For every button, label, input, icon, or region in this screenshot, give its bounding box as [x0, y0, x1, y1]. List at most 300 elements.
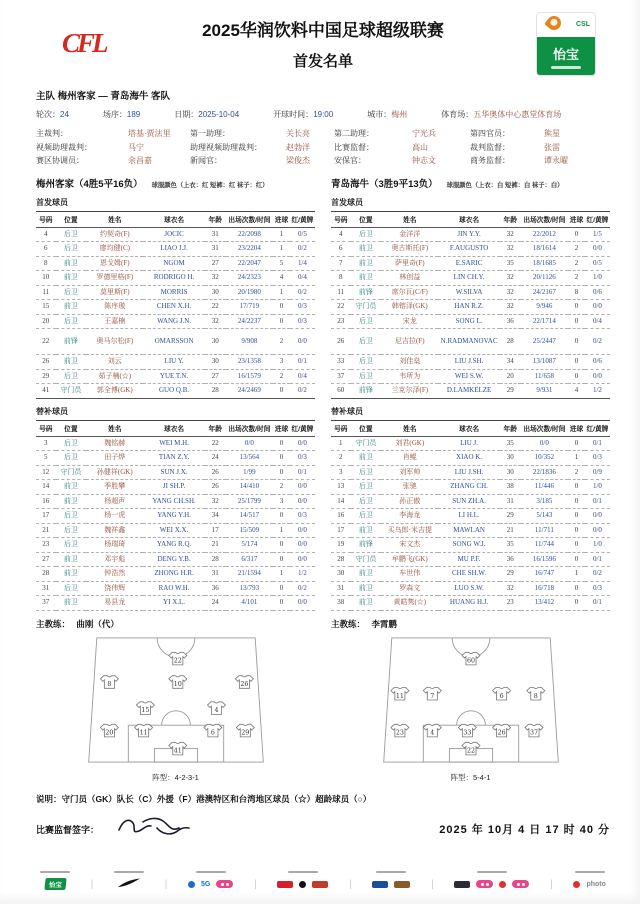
substitute-row: [36, 596, 315, 611]
sponsor-footer: [36, 871, 610, 891]
player-age: 32: [500, 285, 521, 300]
player-shirt-6: [492, 687, 510, 700]
player-jersey: YANG Y.H.: [143, 509, 204, 524]
player-name: 金洋洋: [381, 227, 438, 242]
player-jersey: LIN CH.Y.: [438, 271, 499, 286]
player-goals: 1: [273, 227, 290, 242]
player-age: 34: [500, 355, 521, 370]
column-header: 球衣名: [143, 420, 204, 436]
player-apps: 13/564: [226, 451, 273, 466]
coach-label: 主教练：: [331, 618, 366, 629]
player-pos: 前卫: [56, 355, 87, 370]
player-jersey: LUO S.W.: [438, 581, 499, 596]
formation-label: 阵型：: [450, 772, 473, 782]
player-jersey: RAO W.H.: [143, 581, 204, 596]
player-pos: 后卫: [351, 480, 382, 495]
title-block: [36, 10, 610, 71]
player-goals: 1: [568, 451, 585, 466]
player-goals: 0: [273, 596, 290, 611]
player-cards: 0/3: [290, 509, 315, 524]
player-age: 26: [205, 465, 226, 480]
player-pos: 后卫: [56, 314, 87, 329]
shirt-number: 7: [429, 692, 434, 700]
info-value: 2025-10-04: [198, 110, 240, 119]
substitute-row: [36, 480, 315, 495]
home-coach-name: 曲刚（代）: [76, 618, 119, 629]
match-info-item: [174, 109, 239, 120]
player-jersey: N.RADMANOVAC: [438, 329, 499, 355]
cfl-league-logo: CFL: [62, 28, 106, 58]
player-cards: 0/3: [290, 451, 315, 466]
starter-row: [331, 300, 610, 315]
player-shirt-11: [134, 724, 152, 737]
info-label: 开球时间：: [273, 110, 314, 119]
starter-row: [36, 300, 315, 315]
home-team-column: [36, 176, 315, 783]
substitute-row: [331, 465, 610, 480]
player-cards: 0/0: [585, 242, 610, 257]
player-pos: 守门员: [56, 384, 87, 399]
player-goals: 0: [568, 314, 585, 329]
column-header: 进球: [273, 420, 290, 436]
player-jersey: LIAO J.J.: [143, 242, 204, 257]
player-shirt-26: [235, 675, 253, 688]
player-age: 31: [205, 242, 226, 257]
player-cards: 0/1: [585, 494, 610, 509]
player-num: 11: [331, 285, 351, 300]
player-pos: 后卫: [351, 227, 382, 242]
table-header-row: [331, 211, 610, 227]
official-role-label: 赛区协调员：: [36, 156, 84, 166]
player-age: 32: [205, 494, 226, 509]
player-age: 35: [500, 256, 521, 271]
player-num: 6: [36, 242, 56, 257]
player-num: 23: [36, 538, 56, 553]
player-num: 5: [36, 451, 56, 466]
player-goals: 0: [568, 369, 585, 384]
player-goals: 1: [568, 567, 585, 582]
player-goals: 0: [273, 384, 290, 399]
info-label: 体育场：: [441, 110, 474, 119]
player-num: 38: [331, 596, 351, 611]
player-goals: 0: [273, 581, 290, 596]
player-apps: 20/1980: [226, 285, 273, 300]
player-cards: 0/9: [585, 465, 610, 480]
player-num: 4: [331, 227, 351, 242]
player-shirt-23: [390, 724, 408, 737]
player-cards: 0/0: [585, 369, 610, 384]
yibao-sponsor-logo: 怡宝: [44, 878, 66, 890]
player-pos: 前卫: [56, 271, 87, 286]
player-name: 约契奇(F): [86, 227, 143, 242]
signature-row: [36, 814, 610, 845]
player-apps: 5/143: [521, 509, 568, 524]
player-age: 32: [205, 314, 226, 329]
player-apps: 20/1126: [521, 271, 568, 286]
player-pos: 前卫: [56, 567, 87, 582]
column-header: 出场次数/时间: [226, 420, 273, 436]
player-jersey: CHE SH.W.: [438, 567, 499, 582]
shirt-number: 26: [497, 729, 506, 737]
player-shirt-6: [203, 724, 221, 737]
substitute-row: [36, 567, 315, 582]
teams-line: 主队 梅州客家 — 青岛海牛 客队: [36, 91, 171, 102]
player-shirt-60: [462, 652, 480, 665]
player-num: 23: [331, 314, 351, 329]
player-jersey: JIN Y.Y.: [438, 227, 499, 242]
player-cards: 0/2: [585, 567, 610, 582]
player-jersey: MAWLAN: [438, 523, 499, 538]
player-num: 16: [36, 494, 56, 509]
csl-yibao-badge: [536, 12, 596, 76]
column-header: 姓名: [381, 420, 438, 436]
player-goals: 0: [273, 300, 290, 315]
player-jersey: YI X.L.: [143, 596, 204, 611]
player-apps: 24/2167: [521, 285, 568, 300]
substitute-row: [331, 552, 610, 567]
column-header: 号码: [36, 211, 56, 227]
column-header: 位置: [351, 420, 382, 436]
player-apps: 10/352: [521, 451, 568, 466]
column-header: 姓名: [86, 211, 143, 227]
player-cards: 0/0: [290, 596, 315, 611]
official-role-label: 助理视频助理裁判：: [190, 142, 262, 152]
info-label: 城市：: [367, 110, 392, 119]
player-goals: 0: [273, 538, 290, 553]
player-apps: 22/2047: [226, 256, 273, 271]
substitute-row: [331, 596, 610, 611]
player-goals: 3: [273, 355, 290, 370]
column-header: 球衣名: [143, 211, 204, 227]
player-jersey: HAN R.Z.: [438, 300, 499, 315]
player-name: 杨超声: [86, 494, 143, 509]
player-goals: 2: [568, 271, 585, 286]
player-name: 黄皓隽(☆): [381, 596, 438, 611]
substitute-row: [331, 567, 610, 582]
starter-row: [36, 384, 315, 399]
player-cards: 1/2: [585, 384, 610, 399]
player-jersey: LIU J.SH.: [438, 465, 499, 480]
player-pos: 前卫: [351, 451, 382, 466]
sponsor-separator: |: [164, 878, 168, 890]
player-jersey: LIU Y.: [143, 355, 204, 370]
substitute-row: [36, 523, 315, 538]
player-apps: 3/185: [521, 494, 568, 509]
player-age: 32: [500, 242, 521, 257]
player-pos: 前卫: [351, 567, 382, 582]
subs-table: [331, 420, 610, 611]
player-name: 宋文杰: [381, 538, 438, 553]
column-header: 出场次数/时间: [521, 420, 568, 436]
player-goals: 2: [273, 369, 290, 384]
migu-games-icon: [512, 880, 529, 888]
player-num: 33: [331, 355, 351, 370]
column-header: 年龄: [205, 420, 226, 436]
column-header: 进球: [273, 211, 290, 227]
sponsor-separator: |: [431, 878, 434, 890]
sponsor-separator: |: [550, 878, 553, 890]
sports-wordmark-icon: [454, 881, 470, 888]
match-info: [36, 109, 610, 120]
player-num: 22: [36, 329, 56, 355]
player-apps: 22/1714: [521, 314, 568, 329]
player-num: 10: [36, 271, 56, 286]
player-num: 2: [331, 451, 351, 466]
sponsor-group-label-bar: [477, 871, 507, 874]
official-role-label: 第一助理：: [190, 129, 230, 139]
player-goals: 0: [568, 523, 585, 538]
player-goals: 5: [273, 256, 290, 271]
player-pos: 后卫: [56, 227, 87, 242]
red-brand-icon: [312, 881, 328, 888]
player-apps: 11/658: [521, 369, 568, 384]
player-goals: 3: [273, 494, 290, 509]
player-pos: 后卫: [351, 329, 382, 355]
player-pos: 前锋: [351, 285, 382, 300]
player-num: 30: [331, 567, 351, 582]
player-goals: 0: [568, 480, 585, 495]
player-num: 8: [36, 256, 56, 271]
player-cards: 0/6: [585, 285, 610, 300]
player-goals: 1: [273, 567, 290, 582]
player-pos: 前卫: [56, 300, 87, 315]
official-name: 钟志文: [412, 156, 436, 166]
player-pos: 前卫: [351, 271, 382, 286]
player-jersey: YANG R.Q.: [143, 538, 204, 553]
player-name: 买乌郎·米吉提: [381, 523, 438, 538]
yibao-text: 怡宝: [552, 46, 579, 62]
info-label: 场序：: [102, 110, 127, 119]
player-goals: 2: [568, 465, 585, 480]
header: [36, 10, 610, 80]
official-role-label: 商务监督：: [470, 156, 510, 166]
page-title: 2025华润饮料中国足球超级联赛: [202, 21, 444, 40]
china-mobile-icon: [188, 881, 195, 888]
column-header: 位置: [351, 211, 382, 227]
player-jersey: ZHANG CH.: [438, 480, 499, 495]
column-header: 姓名: [86, 420, 143, 436]
player-jersey: HUANG H.J.: [438, 596, 499, 611]
substitute-row: [36, 552, 315, 567]
match-info-item: [103, 109, 140, 120]
home-subs-table: [36, 420, 315, 611]
away-formation: [331, 772, 610, 783]
substitute-row: [36, 509, 315, 524]
starter-row: [331, 242, 610, 257]
column-header: 号码: [331, 211, 351, 227]
player-cards: 0/3: [290, 300, 315, 315]
official-role-label: 第四官员：: [470, 129, 510, 139]
home-pitch-players: [100, 652, 254, 755]
home-subs-label: 替补球员: [36, 406, 68, 416]
player-apps: 9/908: [226, 329, 273, 355]
player-apps: 16/1596: [521, 552, 568, 567]
player-name: 茹子楠(☆): [86, 369, 143, 384]
player-apps: 11/744: [521, 538, 568, 553]
match-info-item: [36, 109, 69, 120]
official-role-label: 第二助理：: [334, 129, 374, 139]
substitute-row: [331, 538, 610, 553]
player-age: 24: [205, 451, 226, 466]
player-num: 21: [36, 523, 56, 538]
player-age: 35: [500, 436, 521, 451]
match-info-item: [441, 109, 561, 120]
column-header: 年龄: [500, 211, 521, 227]
player-apps: 18/1685: [521, 256, 568, 271]
official-name: 谭永曜: [544, 156, 568, 166]
player-cards: 0/0: [290, 480, 315, 495]
coach-label: 主教练：: [36, 618, 71, 629]
lineups: [36, 176, 610, 783]
player-cards: 0/2: [290, 581, 315, 596]
player-cards: 0/0: [290, 329, 315, 355]
player-cards: 0/4: [290, 369, 315, 384]
officials-row: [36, 154, 610, 168]
player-num: 3: [36, 436, 56, 451]
player-num: 8: [331, 271, 351, 286]
player-goals: 8: [568, 285, 585, 300]
shirt-number: 11: [395, 692, 404, 700]
player-pos: 守门员: [351, 552, 382, 567]
player-shirt-4: [423, 724, 441, 737]
player-num: 14: [36, 480, 56, 495]
csl-badge-top: [537, 13, 595, 37]
sponsor-group: [454, 871, 529, 891]
player-name: 萨里奇(F): [381, 256, 438, 271]
player-goals: 1: [273, 523, 290, 538]
away-coach-line: [331, 618, 610, 630]
player-cards: 0/0: [290, 552, 315, 567]
player-num: 12: [36, 465, 56, 480]
player-num: 41: [36, 384, 56, 399]
player-age: 28: [500, 329, 521, 355]
player-goals: 0: [568, 581, 585, 596]
player-apps: 17/719: [226, 300, 273, 315]
player-name: 林创益: [381, 271, 438, 286]
player-age: 22: [205, 300, 226, 315]
column-header: 出场次数/时间: [521, 211, 568, 227]
official-name: 高山: [412, 142, 428, 152]
player-jersey: XIAO K.: [438, 451, 499, 466]
player-jersey: DENG Y.B.: [143, 552, 204, 567]
shirt-number: 20: [104, 729, 113, 737]
player-age: 36: [205, 581, 226, 596]
player-name: 孙正傲: [381, 494, 438, 509]
home-formation-value: 4-2-3-1: [174, 772, 199, 782]
official-name: 张雷: [544, 142, 560, 152]
player-cards: 0/0: [290, 494, 315, 509]
player-pos: 后卫: [56, 523, 87, 538]
player-cards: 0/0: [290, 436, 315, 451]
starter-row: [36, 242, 315, 257]
info-label: 日期：: [174, 110, 199, 119]
player-apps: 11/446: [521, 480, 568, 495]
officials: [36, 127, 610, 168]
away-subs-table: [331, 420, 610, 611]
player-apps: 16/718: [521, 581, 568, 596]
substitute-row: [36, 538, 315, 553]
column-header: 红/黄牌: [585, 211, 610, 227]
player-name: 饶伟辉: [86, 581, 143, 596]
player-num: 37: [36, 596, 56, 611]
player-age: 29: [500, 384, 521, 399]
player-age: 28: [205, 552, 226, 567]
column-header: 红/黄牌: [290, 420, 315, 436]
player-name: 魏祥鑫: [86, 523, 143, 538]
player-name: 易县龙: [86, 596, 143, 611]
column-header: 姓名: [381, 211, 438, 227]
signature-label: 比赛监督签字：: [36, 824, 100, 835]
player-goals: 2: [568, 256, 585, 271]
player-pos: 后卫: [56, 538, 87, 553]
official-role-label: 比赛监督：: [334, 142, 374, 152]
player-name: 兰克尔泽(F): [381, 384, 438, 399]
substitute-row: [331, 523, 610, 538]
sponsor-group-label-bar: [288, 871, 318, 874]
red-wordmark-icon: [277, 881, 293, 888]
player-name: 奥马尔松(F): [86, 329, 143, 355]
brown-brand-icon: [394, 881, 410, 888]
starters-table: [331, 211, 610, 399]
legend-note: 说明：守门员（GK）队长（C）外援（F）港澳特区和台湾地区球员（☆）超龄球员（○）: [36, 793, 372, 804]
player-goals: 1: [273, 285, 290, 300]
csl-flame-icon: [544, 13, 564, 33]
shirt-number: 29: [240, 729, 249, 737]
player-apps: 23/2204: [226, 242, 273, 257]
player-age: 28: [205, 384, 226, 399]
player-num: 20: [36, 314, 56, 329]
starter-row: [36, 285, 315, 300]
away-pitch-svg: [381, 637, 561, 763]
player-apps: 1/99: [226, 465, 273, 480]
away-subs-label: 替补球员: [331, 406, 363, 416]
player-name: 席尔瓦(C/F): [381, 285, 438, 300]
official-role-label: 新闻官：: [190, 156, 222, 166]
column-header: 位置: [56, 420, 87, 436]
sponsor-group: [40, 871, 70, 891]
player-pos: 后卫: [56, 436, 87, 451]
substitute-row: [331, 494, 610, 509]
player-age: 17: [205, 523, 226, 538]
player-apps: 24/2323: [226, 271, 273, 286]
player-cards: 0/1: [290, 355, 315, 370]
player-age: 32: [500, 227, 521, 242]
officials-row: [36, 127, 610, 141]
away-team-column: [331, 176, 610, 783]
substitute-row: [36, 494, 315, 509]
player-num: 17: [331, 523, 351, 538]
player-num: 7: [331, 256, 351, 271]
player-age: 30: [205, 355, 226, 370]
official-role-label: 视频助理裁判：: [36, 142, 92, 152]
player-jersey: YUE T.N.: [143, 369, 204, 384]
player-jersey: SUN J.X.: [143, 465, 204, 480]
official-name: 赵勃洋: [286, 142, 310, 152]
shirt-number: 11: [139, 729, 148, 737]
player-jersey: W.SILVA: [438, 285, 499, 300]
player-shirt-8: [100, 675, 118, 688]
sponsor-separator: |: [349, 878, 352, 890]
player-num: 28: [36, 567, 56, 582]
player-apps: 22/2012: [521, 227, 568, 242]
official-name: 梁俊杰: [286, 156, 310, 166]
nike-swoosh-icon: [117, 875, 141, 893]
player-name: 孙健祥(GK): [86, 465, 143, 480]
migu-video-icon: [476, 880, 493, 888]
player-num: 4: [36, 227, 56, 242]
player-age: 22: [205, 436, 226, 451]
page-subtitle: 首发名单: [292, 53, 353, 70]
